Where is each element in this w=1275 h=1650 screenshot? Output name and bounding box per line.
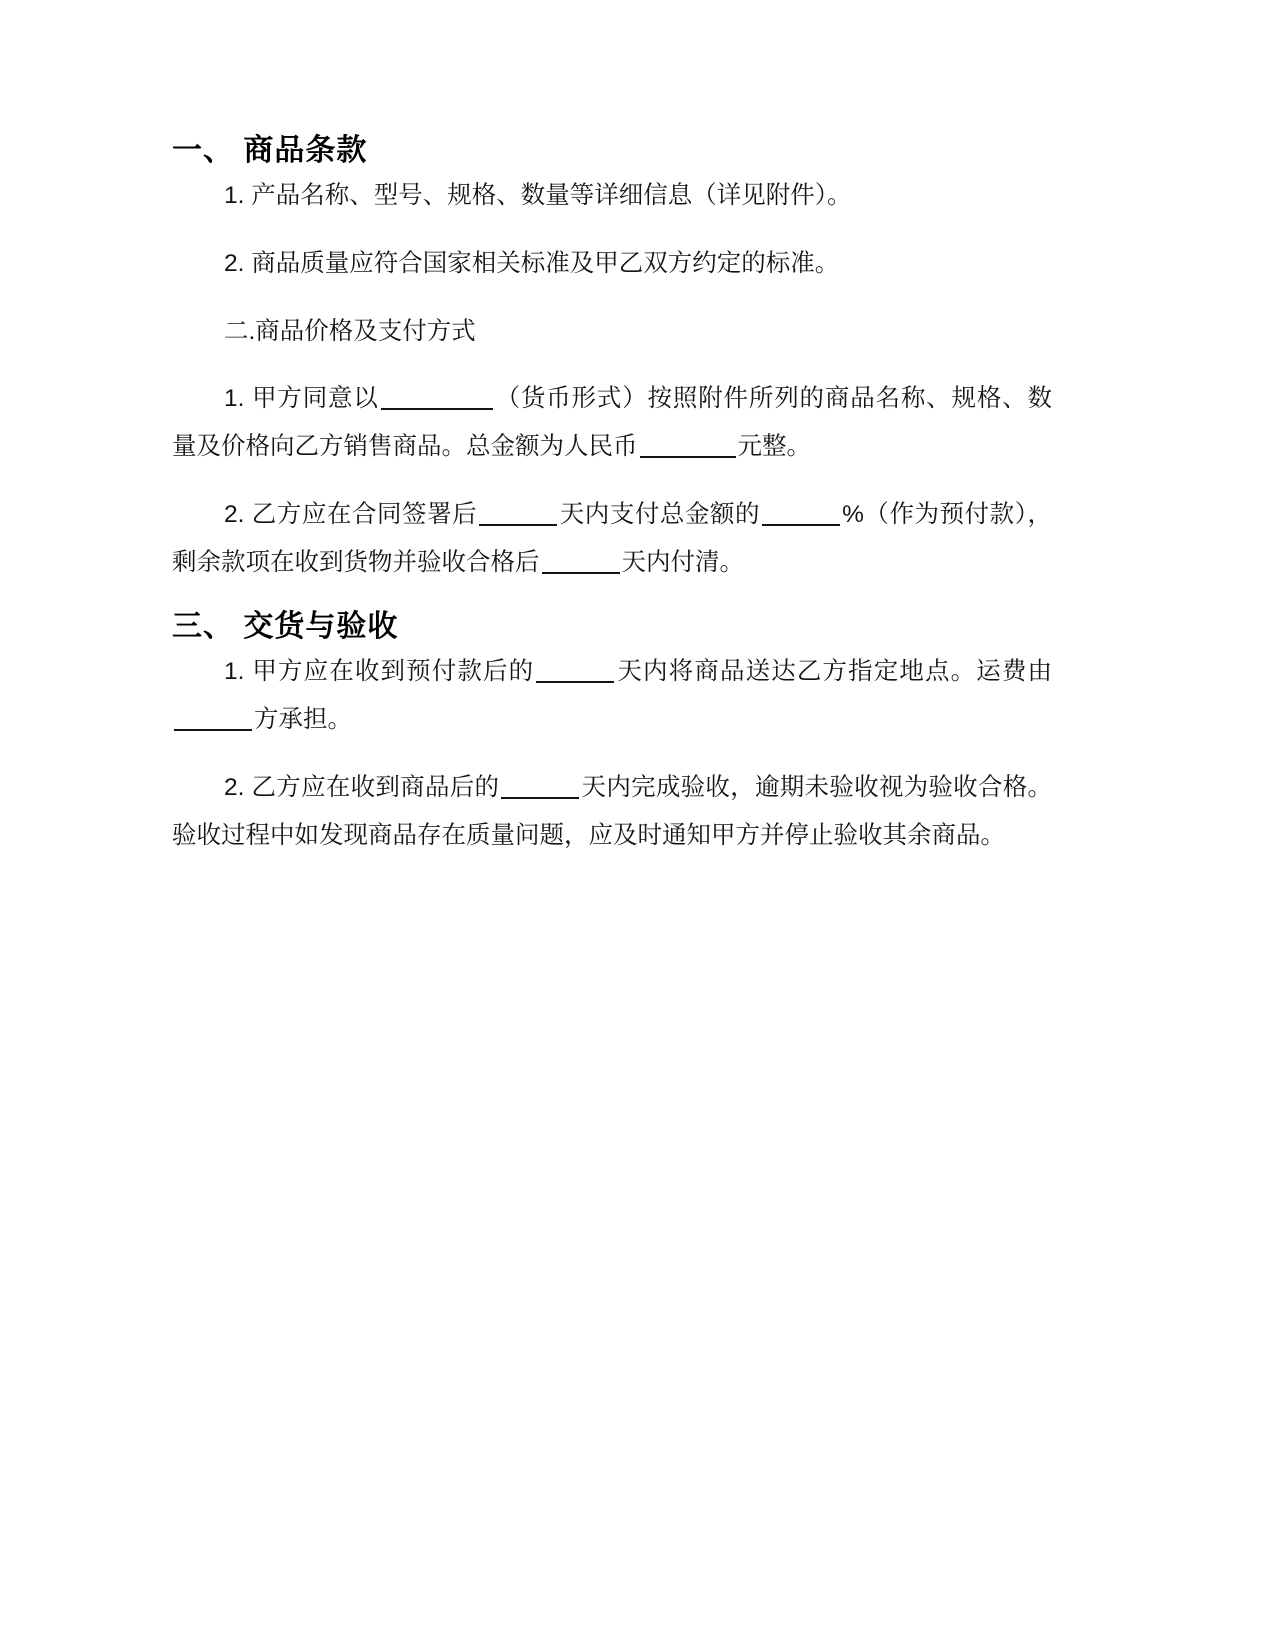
clause-2-2-text-d: 天内付清。 xyxy=(621,548,744,576)
clause-2-2-text-c: %（作为预付款），剩余款项在收到货物并验收合格后 xyxy=(172,500,1052,576)
section-heading-delivery-acceptance: 三、 交货与验收 xyxy=(172,610,399,644)
section-heading-goods-terms: 一、 商品条款 xyxy=(172,134,368,167)
clause-1-2: 2. 商品质量应符合国家相关标准及甲乙双方约定的标准。 xyxy=(224,249,840,277)
clause-3-2-text-a: 2. 乙方应在收到商品后的 xyxy=(224,773,500,801)
section-goods-terms xyxy=(172,130,1052,586)
fill-blank-currency[interactable] xyxy=(381,408,493,410)
clause-2-2-text-b: 天内支付总金额的 xyxy=(559,500,761,528)
clause-2-1-text-c: 元整。 xyxy=(737,433,811,461)
clause-3-2-text-b: 天内完成验收，逾期未验收视为验收合格。验收过程中如发现商品存在质量问题，应及时通知甲方并停止验收其余商品。 xyxy=(172,773,1052,849)
fill-blank-delivery-days[interactable] xyxy=(536,681,614,683)
fill-blank-prepay-percent[interactable] xyxy=(762,524,840,526)
clause-3-1-text-c: 方承担。 xyxy=(254,706,352,734)
clause-2-1 xyxy=(172,375,1052,471)
fill-blank-prepay-days[interactable] xyxy=(479,524,557,526)
fill-blank-freight-party[interactable] xyxy=(174,729,252,731)
clause-3-1-text-b: 天内将商品送达乙方指定地点。运费由 xyxy=(616,658,1052,686)
clause-1-1: 1. 产品名称、型号、规格、数量等详细信息（详见附件）。 xyxy=(224,182,852,209)
subheading-price-payment: 二.商品价格及支付方式 xyxy=(224,317,476,345)
section-delivery-acceptance xyxy=(172,606,1052,859)
clause-3-1 xyxy=(172,648,1052,744)
document-body xyxy=(172,130,1052,879)
clause-2-2-text-a: 2. 乙方应在合同签署后 xyxy=(224,500,478,528)
clause-2-1-text-a: 1. 甲方同意以 xyxy=(224,385,379,413)
fill-blank-balance-days[interactable] xyxy=(542,572,620,574)
clause-2-1-text-b: （货币形式）按照附件所列的商品名称、规格、数量及价格向乙方销售商品。总金额为人民币 xyxy=(172,385,1052,461)
fill-blank-acceptance-days[interactable] xyxy=(501,797,579,799)
fill-blank-total-amount[interactable] xyxy=(640,456,736,458)
clause-3-1-text-a: 1. 甲方应在收到预付款后的 xyxy=(224,658,535,686)
clause-3-2 xyxy=(172,764,1052,860)
clause-2-2 xyxy=(172,491,1052,587)
